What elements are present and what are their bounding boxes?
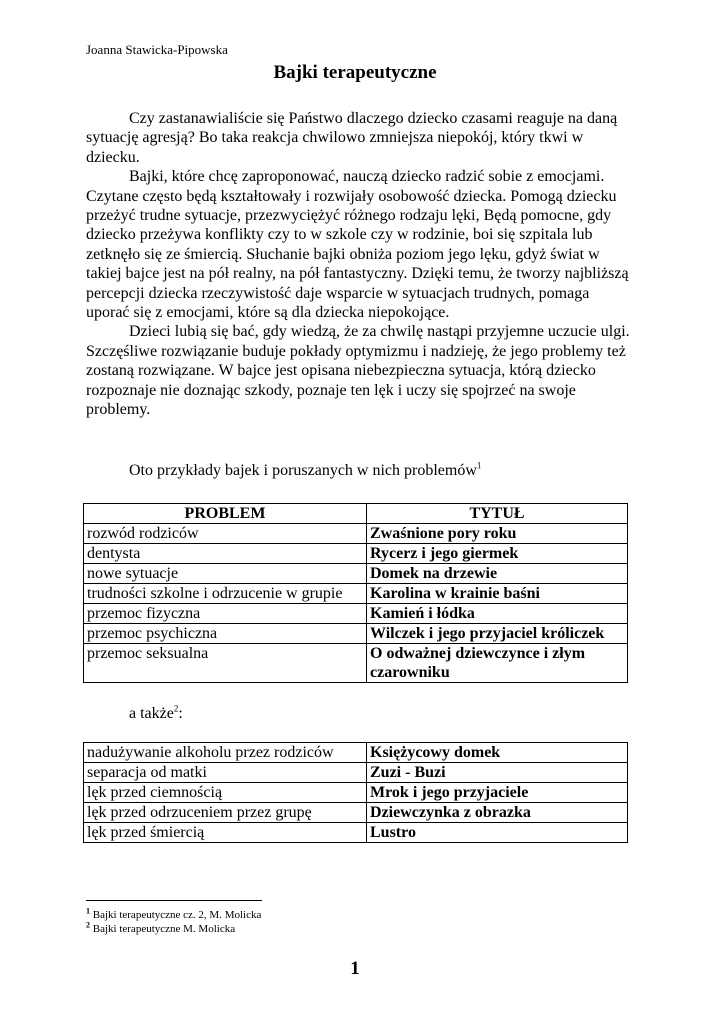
problem-cell: nadużywanie alkoholu przez rodziców xyxy=(84,743,367,763)
title-cell: Dziewczynka z obrazka xyxy=(367,803,628,823)
also-suffix: : xyxy=(178,705,183,722)
title-cell: Mrok i jego przyjaciele xyxy=(367,783,628,803)
table-row xyxy=(84,564,628,584)
title-cell: Zwaśnione pory roku xyxy=(367,524,628,544)
table-intro xyxy=(129,462,481,480)
title-cell: Kamień i łódka xyxy=(367,604,628,624)
footnote-number: 2 xyxy=(86,920,90,930)
table-row xyxy=(84,783,628,803)
also-text: a także xyxy=(129,705,174,722)
footnotes xyxy=(86,908,261,936)
table-header-row xyxy=(84,504,628,524)
footnote-2 xyxy=(86,922,261,936)
footnote-number: 1 xyxy=(86,906,90,916)
title-cell: Karolina w krainie baśni xyxy=(367,584,628,604)
also-label xyxy=(129,705,183,723)
table-row xyxy=(84,644,628,683)
footnote-1 xyxy=(86,908,261,922)
table-row xyxy=(84,743,628,763)
table-row xyxy=(84,803,628,823)
problem-cell: separacja od matki xyxy=(84,763,367,783)
footnote-text: Bajki terapeutyczne M. Molicka xyxy=(90,923,236,935)
problem-cell: lęk przed odrzuceniem przez grupę xyxy=(84,803,367,823)
problem-cell: trudności szkolne i odrzucenie w grupie xyxy=(84,584,367,604)
problem-cell: rozwód rodziców xyxy=(84,524,367,544)
problem-cell: przemoc psychiczna xyxy=(84,624,367,644)
table-row xyxy=(84,544,628,564)
table-row xyxy=(84,524,628,544)
page-title: Bajki terapeutyczne xyxy=(273,62,437,83)
table-row xyxy=(84,763,628,783)
title-cell: O odważnej dziewczynce i złym czarowniku xyxy=(367,644,628,683)
author-name: Joanna Stawicka-Pipowska xyxy=(86,42,228,57)
paragraph-2: Bajki, które chcę zaproponować, nauczą dziecko radzić sobie z emocjami. Czytane często będą kształtowały i rozwijały osobowość dziecka. Pomogą dziecku przeżyć trudne sytuacje, przezwyciężyć różnego rodzaju lęki, Będą pomocne, gdy dziecko przeżywa konflikty czy to w szkole czy w rodzinie, boi się szpitala lub zetknęło się ze śmiercią. Słuchanie bajki obniża poziom jego lęku, gdyż świat w takiej bajce jest na pół realny, na pół fantastyczny. Dzięki temu, że tworzy najbliższą percepcji dziecka rzeczywistość daje wsparcie w sytuacjach trudnych, pomaga uporać się z emocjami, które są dla dziecka niepokojące. xyxy=(86,168,629,322)
column-header-title: TYTUŁ xyxy=(367,504,628,524)
problem-cell: przemoc fizyczna xyxy=(84,604,367,624)
problem-cell: lęk przed śmiercią xyxy=(84,823,367,843)
problems-table xyxy=(83,503,628,683)
problem-cell: lęk przed ciemnością xyxy=(84,783,367,803)
problem-cell: przemoc seksualna xyxy=(84,644,367,683)
title-cell: Rycerz i jego giermek xyxy=(367,544,628,564)
footnote-ref-2[interactable]: 2 xyxy=(173,703,179,714)
title-cell: Lustro xyxy=(367,823,628,843)
table-row xyxy=(84,604,628,624)
footnote-ref-1[interactable]: 1 xyxy=(476,460,482,471)
column-header-problem: PROBLEM xyxy=(84,504,367,524)
problem-cell: dentysta xyxy=(84,544,367,564)
title-cell: Księżycowy domek xyxy=(367,743,628,763)
table-intro-text: Oto przykłady bajek i poruszanych w nich problemów xyxy=(129,462,477,479)
footnote-text: Bajki terapeutyczne cz. 2, M. Molicka xyxy=(90,909,262,921)
paragraph-1: Czy zastanawialiście się Państwo dlaczego dziecko czasami reaguje na daną sytuację agresją? Bo taka reakcja chwilowo zmniejsza niepokój, który tkwi w dziecku. xyxy=(86,110,618,166)
footnote-divider xyxy=(86,900,262,901)
additional-problems-table xyxy=(83,742,628,843)
title-cell: Domek na drzewie xyxy=(367,564,628,584)
table-row xyxy=(84,624,628,644)
title-cell: Zuzi - Buzi xyxy=(367,763,628,783)
body-text xyxy=(86,109,631,420)
problem-cell: nowe sytuacje xyxy=(84,564,367,584)
table-row xyxy=(84,823,628,843)
table-row xyxy=(84,584,628,604)
paragraph-3: Dzieci lubią się bać, gdy wiedzą, że za chwilę nastąpi przyjemne uczucie ulgi. Szczęśliwe rozwiązanie buduje pokłady optymizmu i nadzieję, że jego problemy też zostaną rozwiązane. W bajce jest opisana niebezpieczna sytuacja, którą dziecko rozpoznaje nie doznając szkody, poznaje ten lęk i uczy się spojrzeć na swoje problemy. xyxy=(86,323,630,419)
page-number: 1 xyxy=(350,958,360,979)
title-cell: Wilczek i jego przyjaciel króliczek xyxy=(367,624,628,644)
